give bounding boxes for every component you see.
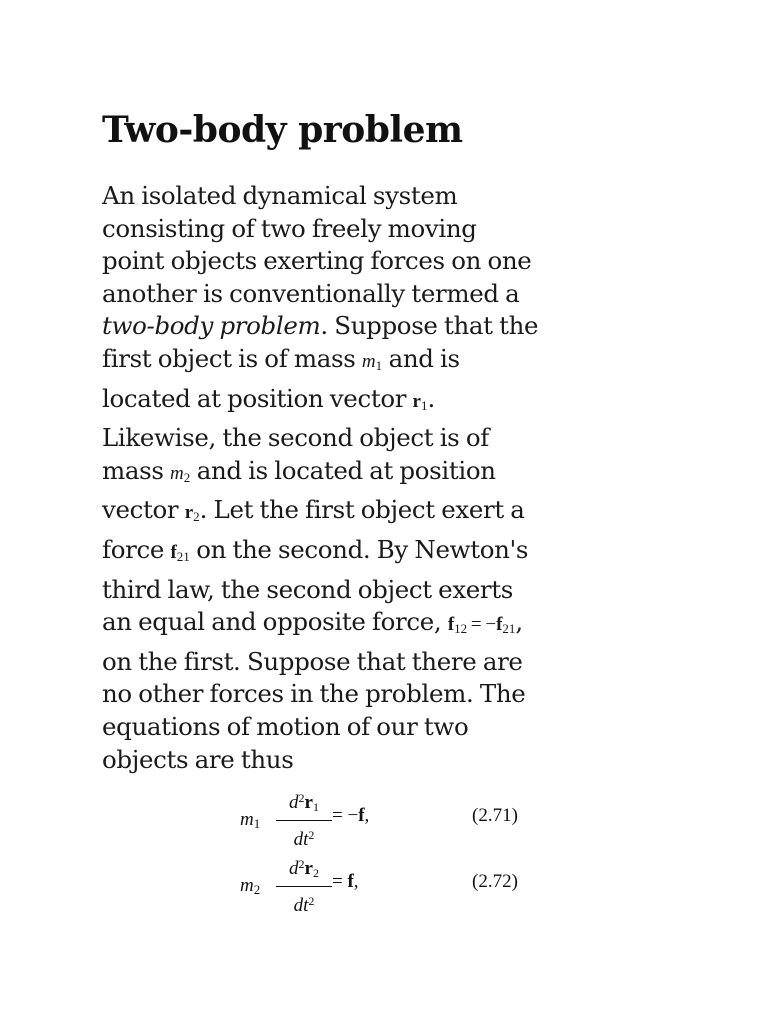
fraction-denominator — [276, 889, 332, 918]
math-symbol: m — [361, 350, 376, 372]
math-f12-equation — [448, 614, 516, 635]
math-subscript: 21 — [176, 548, 190, 564]
math-subscript: 1 — [375, 357, 383, 373]
text-run: , on the first. Suppose that there are no other forces in the problem. The equations of motion of our two objects are thus — [102, 607, 526, 774]
math-symbol: f — [358, 805, 365, 826]
equation-number: (2.72) — [472, 871, 518, 892]
math-symbol: dt — [293, 829, 309, 850]
math-symbol: f — [347, 871, 354, 892]
math-subscript: 1 — [420, 397, 428, 413]
equation-fraction — [276, 786, 332, 852]
math-symbol: dt — [293, 895, 309, 916]
equation-rhs — [332, 871, 359, 893]
text-run: on the second. By Newton's third law, the second object exerts an equal and opposite force, — [102, 534, 529, 637]
math-symbol: r — [412, 390, 421, 412]
equation-2-72 — [240, 848, 540, 914]
text-run: and is located at position vector — [102, 343, 460, 413]
equation-block — [240, 782, 540, 914]
math-punctuation: , — [364, 805, 370, 826]
math-symbol: f — [170, 541, 177, 563]
body-paragraph — [102, 180, 542, 776]
text-run: . Suppose that the first object is of mass — [102, 311, 539, 373]
math-symbol: m — [170, 462, 184, 484]
fraction-numerator — [276, 786, 332, 819]
math-subscript: 2 — [193, 509, 200, 525]
math-subscript: 21 — [502, 621, 516, 637]
math-symbol: f — [447, 614, 455, 636]
equation-lhs — [240, 809, 260, 832]
equation-rhs — [332, 805, 369, 827]
math-subscript: 12 — [454, 621, 468, 637]
math-subscript: 2 — [312, 866, 319, 880]
equation-lhs — [240, 875, 260, 898]
math-subscript: 2 — [183, 469, 191, 485]
text-run: An isolated dynamical system consisting of two freely moving point objects exerting forces on one another is conventionally termed a — [102, 181, 532, 308]
math-subscript: 1 — [253, 816, 261, 831]
math-operator: = − — [332, 805, 359, 826]
math-superscript: 2 — [308, 828, 315, 842]
emphasized-term: two-body problem — [102, 311, 321, 341]
math-superscript: 2 — [298, 791, 305, 805]
equation-fraction — [276, 852, 332, 918]
page-title: Two-body problem — [102, 109, 463, 151]
math-symbol: r — [304, 858, 313, 879]
text-run: and is located at position vector — [102, 455, 496, 525]
math-m2 — [170, 463, 190, 484]
math-symbol: f — [496, 614, 503, 636]
math-subscript: 2 — [253, 882, 261, 897]
math-punctuation: , — [353, 871, 359, 892]
math-superscript: 2 — [298, 857, 305, 871]
text-run: . Likewise, the second object is of mass — [102, 383, 489, 485]
math-symbol: m — [240, 875, 254, 896]
math-symbol: d — [289, 792, 299, 813]
math-symbol: r — [304, 792, 313, 813]
math-symbol: d — [289, 858, 299, 879]
document-page — [102, 104, 542, 776]
equation-number: (2.71) — [472, 805, 518, 826]
math-subscript: 1 — [312, 800, 319, 814]
equation-2-71 — [240, 782, 540, 848]
fraction-numerator — [276, 852, 332, 885]
fraction-bar — [276, 886, 332, 887]
math-m1 — [362, 351, 382, 372]
math-r2 — [185, 502, 200, 523]
math-operator: = − — [467, 614, 497, 636]
text-run: . Let the first object exert a force — [102, 495, 525, 564]
math-f21 — [170, 542, 189, 563]
math-symbol: r — [184, 502, 194, 524]
math-superscript: 2 — [308, 894, 315, 908]
math-r1 — [413, 391, 428, 412]
math-symbol: m — [240, 809, 254, 830]
fraction-bar — [276, 820, 332, 821]
math-operator: = — [332, 871, 348, 892]
